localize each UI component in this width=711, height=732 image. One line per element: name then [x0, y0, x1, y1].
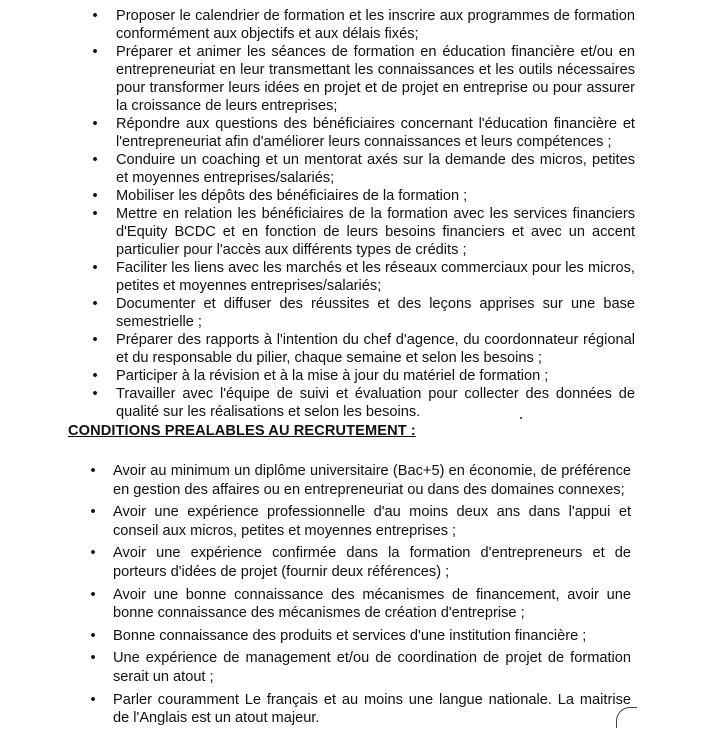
list-item [0, 649, 631, 686]
requirements-list [0, 462, 631, 732]
list-item-text: Mobiliser les dépôts des bénéficiaires de la formation ; [116, 188, 468, 204]
list-item-text: Préparer et animer les séances de formation en éducation financière et/ou en entrepreneuriat en leur transmettant les connaissances et les outils nécessaires pour transformer leurs idées en projet et de projet en entreprise ou pour assurer la croissance de leurs entreprises; [116, 44, 635, 114]
list-item-text: Préparer des rapports à l'intention du chef d'agence, du coordonnateur régional et du responsable du pilier, chaque semaine et selon les besoins ; [116, 332, 635, 366]
list-item [0, 115, 635, 151]
list-item [0, 627, 631, 646]
list-item [0, 385, 635, 421]
section-heading: CONDITIONS PREALABLES AU RECRUTEMENT : [68, 423, 416, 439]
list-item-text: Avoir une bonne connaissance des mécanismes de financement, avoir une bonne connaissance des mécanismes de création d'entreprise ; [113, 586, 631, 622]
list-item [0, 691, 631, 728]
bullet-icon: • [90, 627, 96, 644]
list-item [0, 503, 631, 540]
list-item [0, 187, 635, 205]
bullet-icon: • [92, 332, 98, 348]
list-item-text: Travailler avec l'équipe de suivi et évaluation pour collecter des données de qualité sur les réalisations et selon les besoins. [116, 386, 635, 420]
bullet-icon: • [92, 8, 98, 24]
bullet-icon: • [92, 188, 98, 204]
bullet-icon: • [90, 463, 96, 479]
list-item [0, 205, 635, 259]
list-item [0, 151, 635, 187]
bullet-icon: • [92, 368, 98, 384]
list-item-text: Proposer le calendrier de formation et les inscrire aux programmes de formation conformément aux objectifs et aux délais fixés; [116, 8, 635, 42]
list-item [0, 259, 635, 295]
list-item-text: Répondre aux questions des bénéficiaires concernant l'éducation financière et l'entrepreneuriat afin d'améliorer leurs connaissances et leurs compétences ; [116, 116, 635, 150]
bullet-icon: • [92, 44, 98, 60]
list-item [0, 544, 631, 581]
list-item-text: Documenter et diffuser des réussites et des leçons apprises sur une base semestrielle ; [116, 296, 635, 330]
list-item [0, 586, 631, 623]
list-item [0, 331, 635, 367]
list-item-text: Participer à la révision et à la mise à jour du matériel de formation ; [116, 368, 549, 384]
bullet-icon: • [92, 296, 98, 312]
bullet-icon: • [92, 206, 98, 222]
bullet-icon: • [90, 545, 96, 562]
bullet-icon: • [92, 116, 98, 132]
list-item [0, 43, 635, 115]
handwritten-mark [616, 707, 637, 728]
list-item-text: Bonne connaissance des produits et services d'une institution financière ; [113, 627, 587, 644]
list-item-text: Conduire un coaching et un mentorat axés sur la demande des micros, petites et moyennes entreprises/salariés; [116, 152, 635, 186]
bullet-icon: • [92, 260, 98, 276]
bullet-icon: • [92, 152, 98, 168]
responsibilities-list [0, 7, 635, 421]
bullet-icon: • [90, 650, 96, 667]
list-item [0, 462, 631, 499]
list-item-text: Avoir une expérience confirmée dans la formation d'entrepreneurs et de porteurs d'idées de projet (fournir deux références) ; [113, 545, 631, 580]
bullet-icon: • [90, 691, 96, 708]
list-item-text: Faciliter les liens avec les marchés et les réseaux commerciaux pour les micros, petites et moyennes entreprises/salariés; [116, 260, 635, 294]
list-item-text: Une expérience de management et/ou de coordination de projet de formation serait un atout ; [113, 650, 631, 685]
list-item-text: Avoir au minimum un diplôme universitaire (Bac+5) en économie, de préférence en gestion des affaires ou en entrepreneuriat ou dans des domaines connexes; [113, 463, 631, 498]
bullet-icon: • [90, 586, 96, 603]
bullet-icon: • [90, 504, 96, 521]
scan-speck [520, 417, 522, 419]
list-item [0, 367, 635, 385]
list-item [0, 295, 635, 331]
list-item-text: Avoir une expérience professionnelle d'au moins deux ans dans l'appui et conseil aux micros, petites et moyennes entreprises ; [113, 504, 631, 539]
list-item-text: Parler couramment Le français et au moins une langue nationale. La maitrise de l'Anglais est un atout majeur. [113, 691, 631, 727]
list-item [0, 7, 635, 43]
list-item-text: Mettre en relation les bénéficiaires de la formation avec les services financiers d'Equity BCDC et en fonction de leurs besoins financiers et avec un accent particulier pour l'accès aux différents types de crédits ; [116, 206, 635, 258]
bullet-icon: • [92, 386, 98, 402]
